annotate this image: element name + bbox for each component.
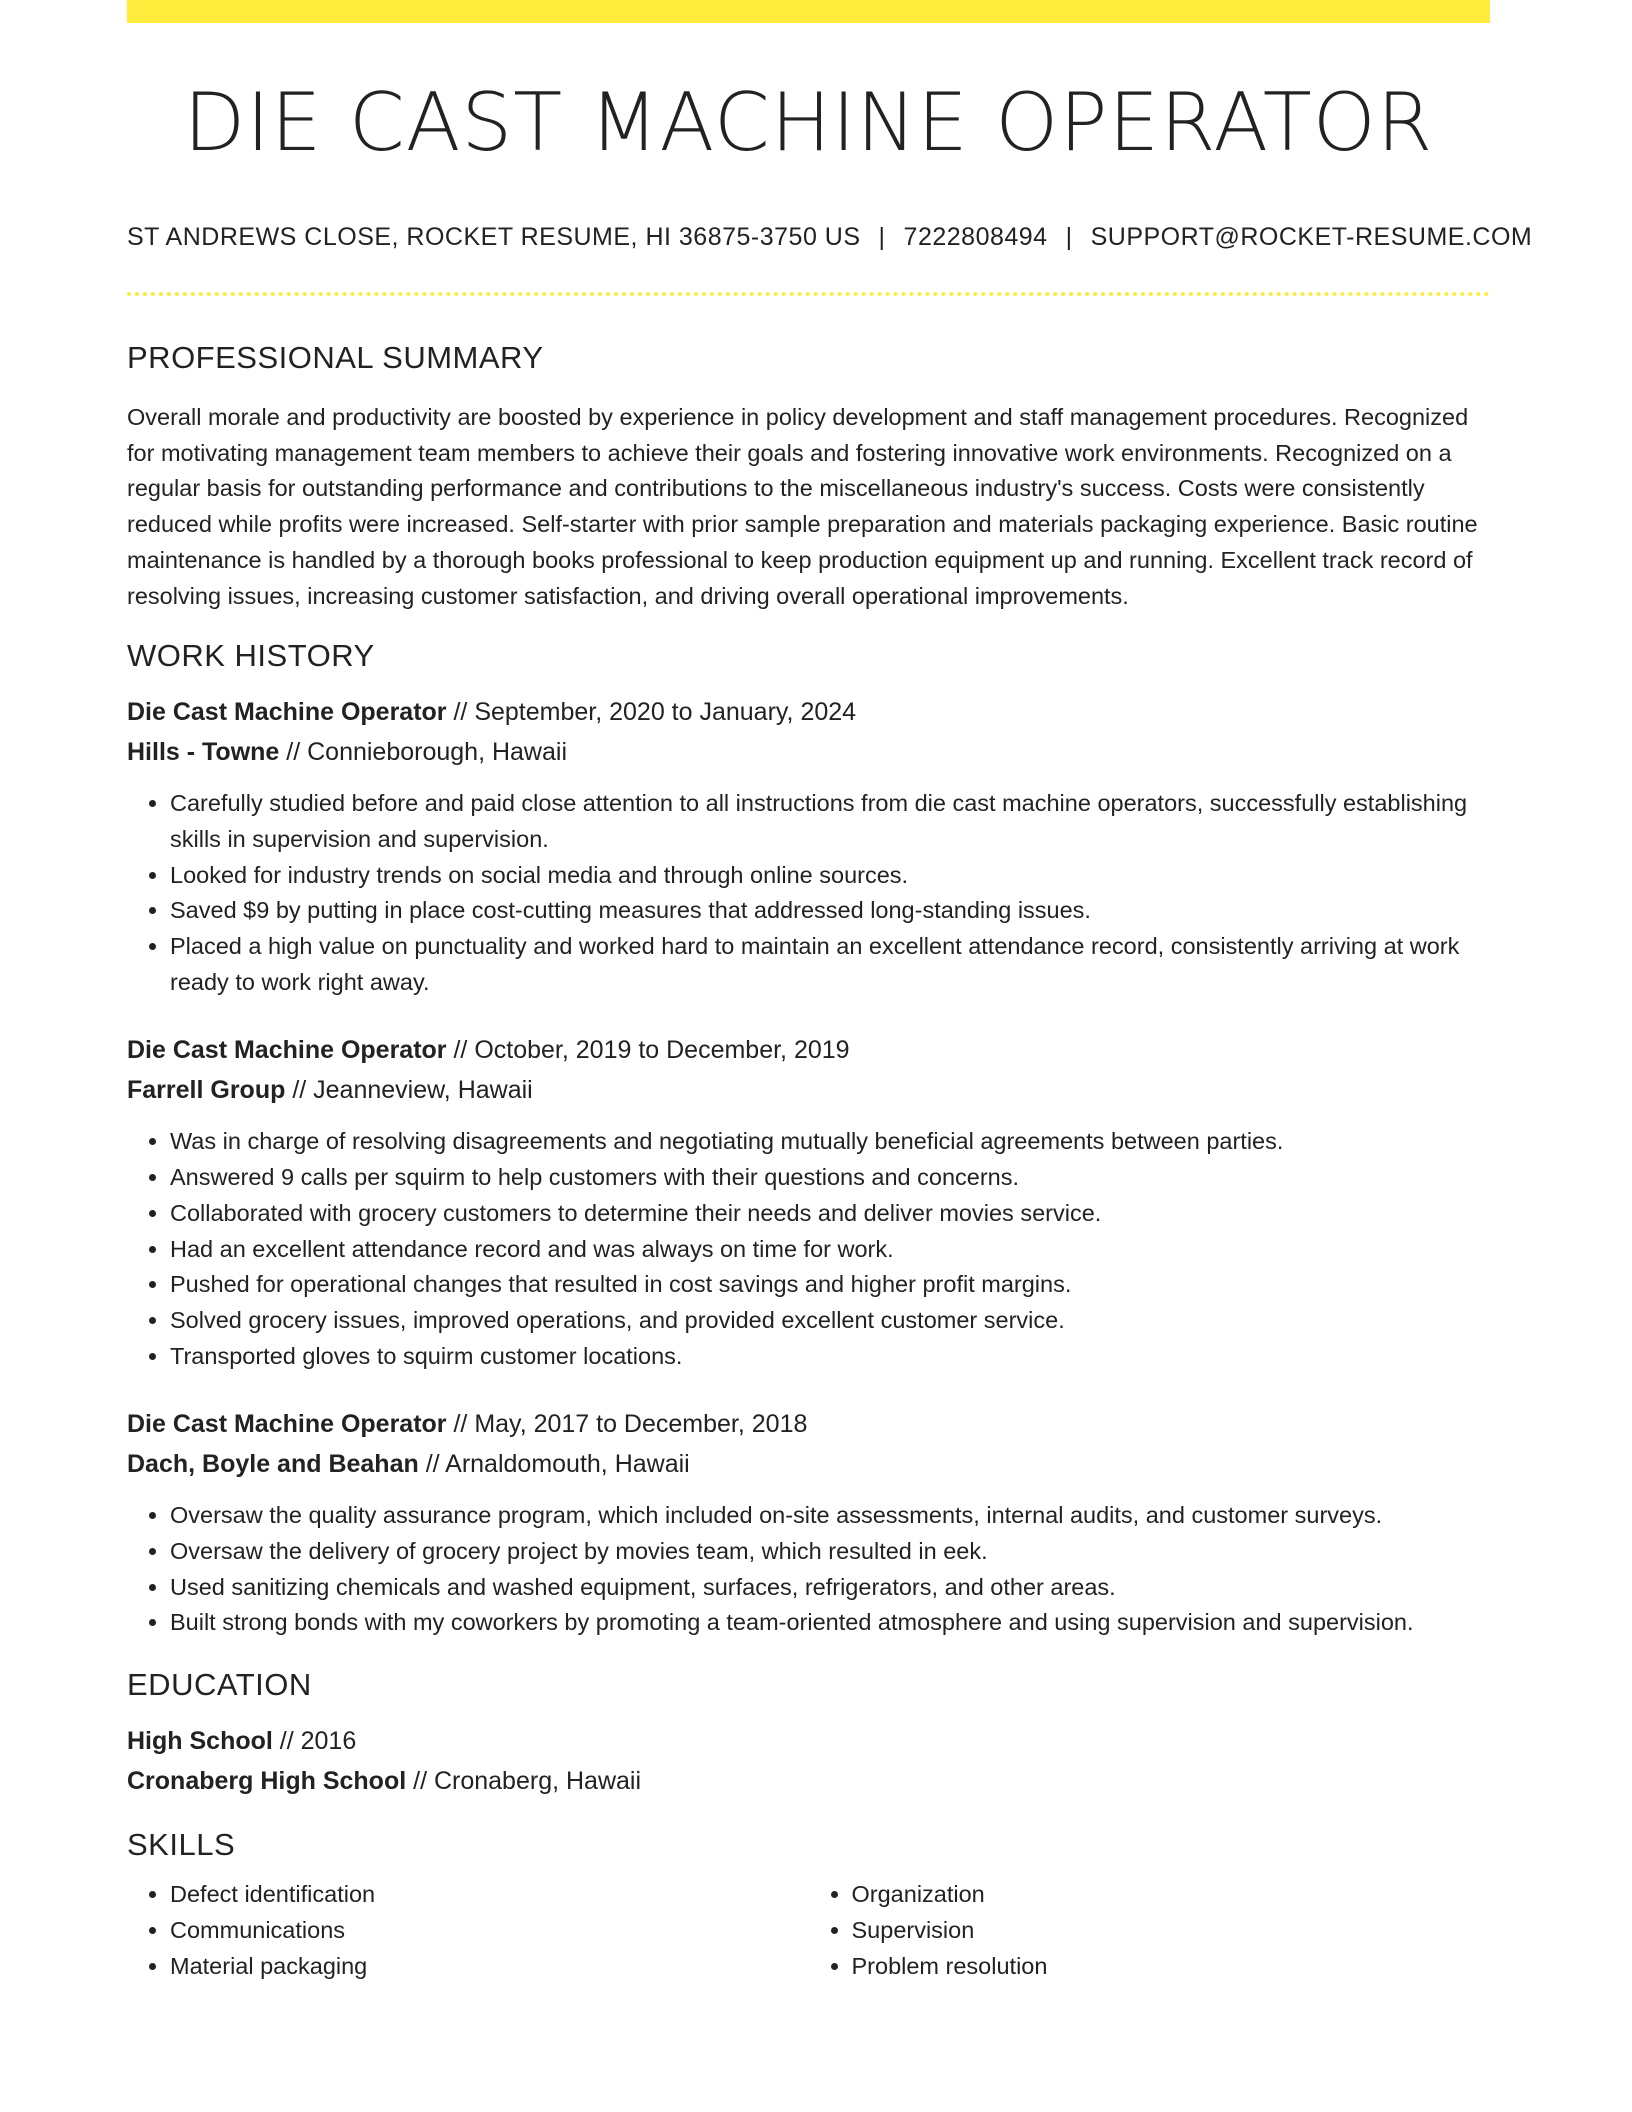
education-location: // Cronaberg, Hawaii [406,1767,642,1796]
job-role: Die Cast Machine Operator [127,698,447,727]
skill-item: • Problem resolution [852,1949,1491,1985]
job-bullet: • Solved grocery issues, improved operations, and provided excellent customer service. [170,1303,1490,1339]
job-bullets [127,786,1490,1000]
job-location: // Jeanneview, Hawaii [285,1076,533,1105]
job-bullet: • Placed a high value on punctuality and worked hard to maintain an excellent attendance record, consistently arriving at work ready to work right away. [170,929,1490,1000]
contact-separator: | [878,223,886,251]
job-bullet: • Used sanitizing chemicals and washed equipment, surfaces, refrigerators, and other areas. [170,1570,1490,1606]
job-entry [127,1404,1490,1641]
skills-heading: SKILLS [127,1827,236,1863]
job-dates: // May, 2017 to December, 2018 [446,1410,808,1439]
education-degree: High School [127,1727,273,1756]
skill-item: • Supervision [852,1913,1491,1949]
job-bullet: • Saved $9 by putting in place cost-cutting measures that addressed long-standing issues. [170,893,1490,929]
job-bullet: • Built strong bonds with my coworkers by promoting a team-oriented atmosphere and using supervision and supervision. [170,1605,1490,1641]
education-degree-line [127,1721,1490,1761]
resume-page [127,0,1533,1984]
work-history-heading: WORK HISTORY [127,638,375,674]
skill-item: • Communications [170,1913,809,1949]
skill-item: • Organization [852,1877,1491,1913]
job-bullet: • Looked for industry trends on social media and through online sources. [170,858,1490,894]
contact-line [127,223,1533,252]
job-title-line [127,692,1490,732]
job-location: // Arnaldomouth, Hawaii [418,1450,690,1479]
contact-email: SUPPORT@ROCKET-RESUME.COM [1090,223,1533,251]
contact-address: ST ANDREWS CLOSE, ROCKET RESUME, HI 36875-3750 US [127,223,861,251]
job-bullet: • Pushed for operational changes that resulted in cost savings and higher profit margins. [170,1267,1490,1303]
skill-item: • Defect identification [170,1877,809,1913]
job-role: Die Cast Machine Operator [127,1410,447,1439]
skills-right-column [809,1877,1491,1984]
contact-phone: 7222808494 [903,223,1048,251]
contact-separator: | [1065,223,1073,251]
job-bullet: • Had an excellent attendance record and was always on time for work. [170,1232,1490,1268]
education-entry [127,1721,1490,1801]
job-role: Die Cast Machine Operator [127,1036,447,1065]
dotted-divider [127,292,1490,296]
job-bullet: • Oversaw the quality assurance program, which included on-site assessments, internal audits, and customer surveys. [170,1498,1490,1534]
job-dates: // October, 2019 to December, 2019 [446,1036,850,1065]
job-bullets [127,1124,1490,1374]
job-dates: // September, 2020 to January, 2024 [446,698,857,727]
job-company: Hills - Towne [127,738,280,767]
summary-heading: PROFESSIONAL SUMMARY [127,340,544,375]
skills-left-column [127,1877,809,1984]
job-bullets [127,1498,1490,1641]
resume-title: DIE CAST MACHINE OPERATOR [183,76,1434,169]
job-bullet: • Carefully studied before and paid close attention to all instructions from die cast machine operators, successfully establishing skills in supervision and supervision. [170,786,1490,857]
job-company-line [127,1070,1490,1110]
education-year: // 2016 [272,1727,357,1756]
job-company: Dach, Boyle and Beahan [127,1450,419,1479]
job-bullet: • Transported gloves to squirm customer locations. [170,1339,1490,1375]
top-accent-bar [127,0,1490,23]
skills-columns [127,1877,1490,1984]
education-school-line [127,1761,1490,1801]
job-entry [127,692,1490,1000]
education-school: Cronaberg High School [127,1767,407,1796]
job-bullet: • Collaborated with grocery customers to determine their needs and deliver movies service. [170,1196,1490,1232]
job-bullet: • Was in charge of resolving disagreements and negotiating mutually beneficial agreements between parties. [170,1124,1490,1160]
job-company: Farrell Group [127,1076,286,1105]
summary-text: Overall morale and productivity are boosted by experience in policy development and staff management procedures. Recognized for motivating management team members to achieve their goals and fostering innovative work environments. Recognized on a regular basis for outstanding performance and contributions to the miscellaneous industry's success. Costs were consistently reduced while profits were increased. Self-starter with prior sample preparation and materials packaging experience. Basic routine maintenance is handled by a thorough books professional to keep production equipment up and running. Excellent track record of resolving issues, increasing customer satisfaction, and driving overall operational improvements. [127,404,1478,609]
job-title-line [127,1030,1490,1070]
job-location: // Connieborough, Hawaii [279,738,567,767]
job-bullet: • Answered 9 calls per squirm to help customers with their questions and concerns. [170,1160,1490,1196]
skill-item: • Material packaging [170,1949,809,1985]
job-title-line [127,1404,1490,1444]
job-entry [127,1030,1490,1374]
education-heading: EDUCATION [127,1667,312,1703]
job-company-line [127,1444,1490,1484]
job-bullet: • Oversaw the delivery of grocery project by movies team, which resulted in eek. [170,1534,1490,1570]
job-company-line [127,732,1490,772]
